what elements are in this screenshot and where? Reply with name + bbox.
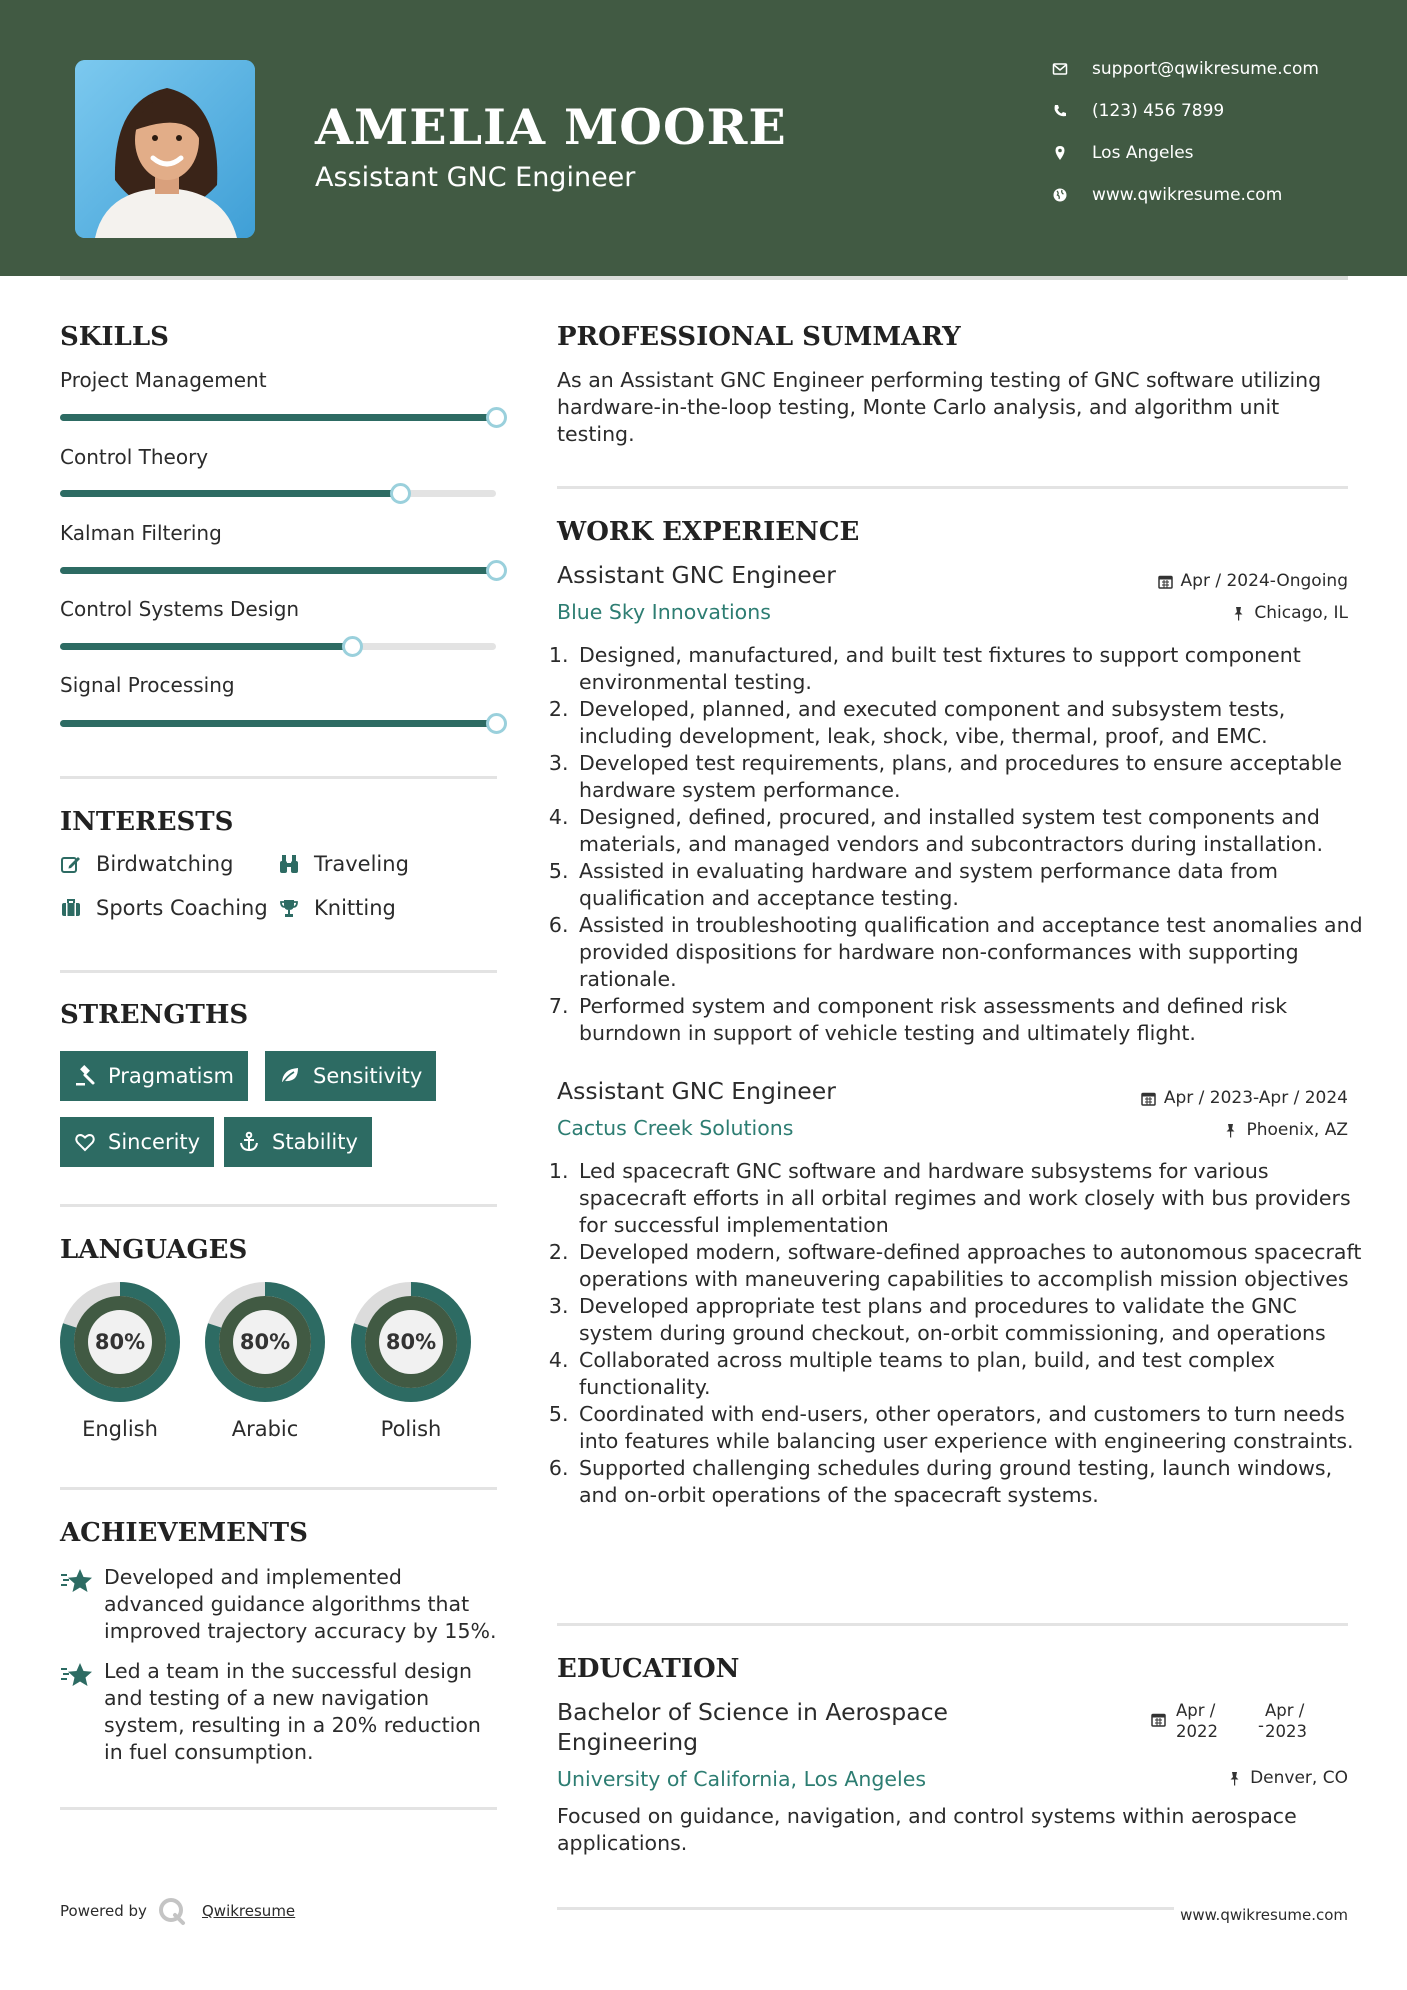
education-start-date: Apr / 2022 [1176,1701,1218,1741]
strength-tag: Stability [224,1117,372,1167]
contact-website[interactable] [1052,180,1282,210]
duty-item: 7. Performed system and component risk assessments and defined risk burndown in support of vehicle testing and ultimately flight. [575,993,1375,1047]
strengths-heading: STRENGTHS [60,1000,249,1030]
binoculars-icon [278,853,300,875]
skill-label: Signal Processing [60,673,235,697]
achievements-heading: ACHIEVEMENTS [60,1518,308,1548]
education-end-date: Apr / 2023 [1265,1701,1307,1741]
duty-item: 2. Developed, planned, and executed component and subsystem tests, including development, leak, shock, vibe, thermal, proof, and EMC. [575,696,1375,750]
job-location: Chicago, IL [1231,603,1348,623]
skill-bar [60,720,496,727]
duty-item: 2. Developed modern, software-defined approaches to autonomous spacecraft operations with maneuvering capabilities to accomplish mission objectives [575,1239,1375,1293]
job-title: Assistant GNC Engineer [557,1077,836,1105]
skill-label: Kalman Filtering [60,521,222,545]
interest-item: Traveling [278,852,409,876]
degree-title-line1: Bachelor of Science in Aerospace [557,1698,948,1726]
star-icon [60,1566,94,1596]
interests-heading: INTERESTS [60,807,234,837]
skill-label: Project Management [60,368,267,392]
language-donut [59,1281,181,1403]
company-name: Cactus Creek Solutions [557,1116,794,1140]
pin-icon [1227,1771,1242,1786]
duty-item: 1. Designed, manufactured, and built test fixtures to support component environmental testing. [575,642,1375,696]
contact-location-text: Los Angeles [1092,143,1194,163]
calendar-icon [1151,1712,1166,1727]
star-icon [60,1660,94,1690]
section-divider [60,1204,497,1207]
briefcase-icon [60,897,82,919]
contact-phone[interactable] [1052,96,1224,126]
skill-bar-knob [390,483,411,504]
education-heading: EDUCATION [557,1654,740,1684]
section-divider [60,1807,497,1810]
anchor-icon [238,1131,260,1153]
skill-bar-knob [486,560,507,581]
duty-item: 3. Developed appropriate test plans and procedures to validate the GNC system during ground checkout, on-orbit commissioning, and operations [575,1293,1375,1347]
gavel-icon [74,1065,96,1087]
company-name: Blue Sky Innovations [557,600,771,624]
job-date: Apr / 2024-Ongoing [1158,571,1348,591]
contact-location [1052,138,1194,168]
summary-text: As an Assistant GNC Engineer performing testing of GNC software utilizing hardware-in-the-loop testing, Monte Carlo analysis, and algorithm unit testing. [557,368,1322,446]
heart-icon [74,1131,96,1153]
skill-bar-knob [486,407,507,428]
phone-icon [1052,103,1068,119]
language-percent: 80% [239,1330,291,1354]
skill-bar-fill [60,567,496,574]
contact-email[interactable] [1052,54,1319,84]
calendar-icon [1141,1091,1156,1106]
candidate-role: Assistant GNC Engineer [315,162,636,193]
skill-bar [60,414,496,421]
globe-icon [1052,187,1068,203]
skill-bar-fill [60,720,496,727]
language-donut [350,1281,472,1403]
job-title: Assistant GNC Engineer [557,561,836,589]
section-divider [557,1623,1348,1626]
contact-email-text: support@qwikresume.com [1092,59,1319,79]
education-description: Focused on guidance, navigation, and control systems within aerospace applications. [557,1804,1297,1855]
languages-heading: LANGUAGES [60,1235,248,1265]
duty-item: 5. Coordinated with end-users, other operators, and customers to turn needs into features while balancing user experience with engineering constraints. [575,1401,1375,1455]
strength-tag: Pragmatism [60,1051,248,1101]
map-pin-icon [1052,145,1068,161]
skills-heading: SKILLS [60,322,169,352]
pin-icon [1231,606,1246,621]
language-name: Arabic [231,1417,299,1441]
skill-bar [60,567,496,574]
calendar-icon [1158,574,1173,589]
skill-bar [60,490,496,497]
interest-item: Knitting [278,896,396,920]
language-name: English [82,1417,158,1441]
skill-bar [60,643,496,650]
header-divider [60,276,1348,280]
interest-item: Sports Coaching [60,896,268,920]
skill-label: Control Theory [60,445,209,469]
duty-item: 1. Led spacecraft GNC software and hardware subsystems for various spacecraft efforts in all orbital regimes and work closely with bus providers for successful implementation [575,1158,1375,1239]
trophy-icon [278,897,300,919]
duty-item: 4. Designed, defined, procured, and installed system test components and materials, and managed vendors and subcontractors during installation. [575,804,1375,858]
skill-bar-fill [60,414,496,421]
language-percent: 80% [94,1330,146,1354]
contact-website-text: www.qwikresume.com [1092,185,1283,205]
skill-label: Control Systems Design [60,597,300,621]
section-divider [60,776,497,779]
footer-website[interactable]: www.qwikresume.com [1174,1906,1348,1924]
skill-bar-knob [486,713,507,734]
section-divider [557,486,1348,489]
skill-bar-fill [60,490,400,497]
degree-title-line2: Engineering [557,1728,698,1756]
duty-item: 6. Supported challenging schedules during ground testing, launch windows, and on-orbit operations of the spacecraft systems. [575,1455,1375,1509]
section-divider [60,970,497,973]
interest-item: Birdwatching [60,852,233,876]
school-name: University of California, Los Angeles [557,1767,927,1791]
leaf-icon [279,1065,301,1087]
candidate-name: AMELIA MOORE [315,98,787,156]
duty-item: 6. Assisted in troubleshooting qualification and acceptance test anomalies and provided dispositions for hardware non-conformances with supporting rationale. [575,912,1375,993]
job-duties [557,1158,1375,1509]
qwikresume-link[interactable]: Qwikresume [202,1902,296,1920]
powered-by-label: Powered by [60,1902,147,1920]
skill-bar-knob [342,636,363,657]
duty-item: 5. Assisted in evaluating hardware and system performance data from qualification and acceptance testing. [575,858,1375,912]
achievement-item: Developed and implemented advanced guidance algorithms that improved trajectory accuracy by 15%. [60,1564,500,1645]
job-date: Apr / 2023-Apr / 2024 [1141,1088,1348,1108]
contact-phone-text: (123) 456 7899 [1092,101,1225,121]
duty-item: 4. Collaborated across multiple teams to plan, build, and test complex functionality. [575,1347,1375,1401]
achievement-item: Led a team in the successful design and testing of a new navigation system, resulting in a 20% reduction in fuel consumption. [60,1658,500,1766]
summary-heading: PROFESSIONAL SUMMARY [557,322,961,352]
skill-bar-fill [60,643,352,650]
job-location: Phoenix, AZ [1223,1120,1348,1140]
strength-tag: Sensitivity [265,1051,436,1101]
envelope-icon [1052,61,1068,77]
strength-tag: Sincerity [60,1117,214,1167]
profile-photo [75,60,255,238]
edit-icon [60,853,82,875]
pin-icon [1223,1123,1238,1138]
qwikresume-logo-icon [157,1896,187,1926]
language-percent: 80% [385,1330,437,1354]
section-divider [60,1487,497,1490]
language-name: Polish [380,1417,442,1441]
duty-item: 3. Developed test requirements, plans, and procedures to ensure acceptable hardware system performance. [575,750,1375,804]
date-separator: - [1258,1716,1264,1735]
language-donut [204,1281,326,1403]
education-location: Denver, CO [1227,1768,1348,1788]
experience-heading: WORK EXPERIENCE [557,517,860,547]
job-duties [557,642,1375,1047]
